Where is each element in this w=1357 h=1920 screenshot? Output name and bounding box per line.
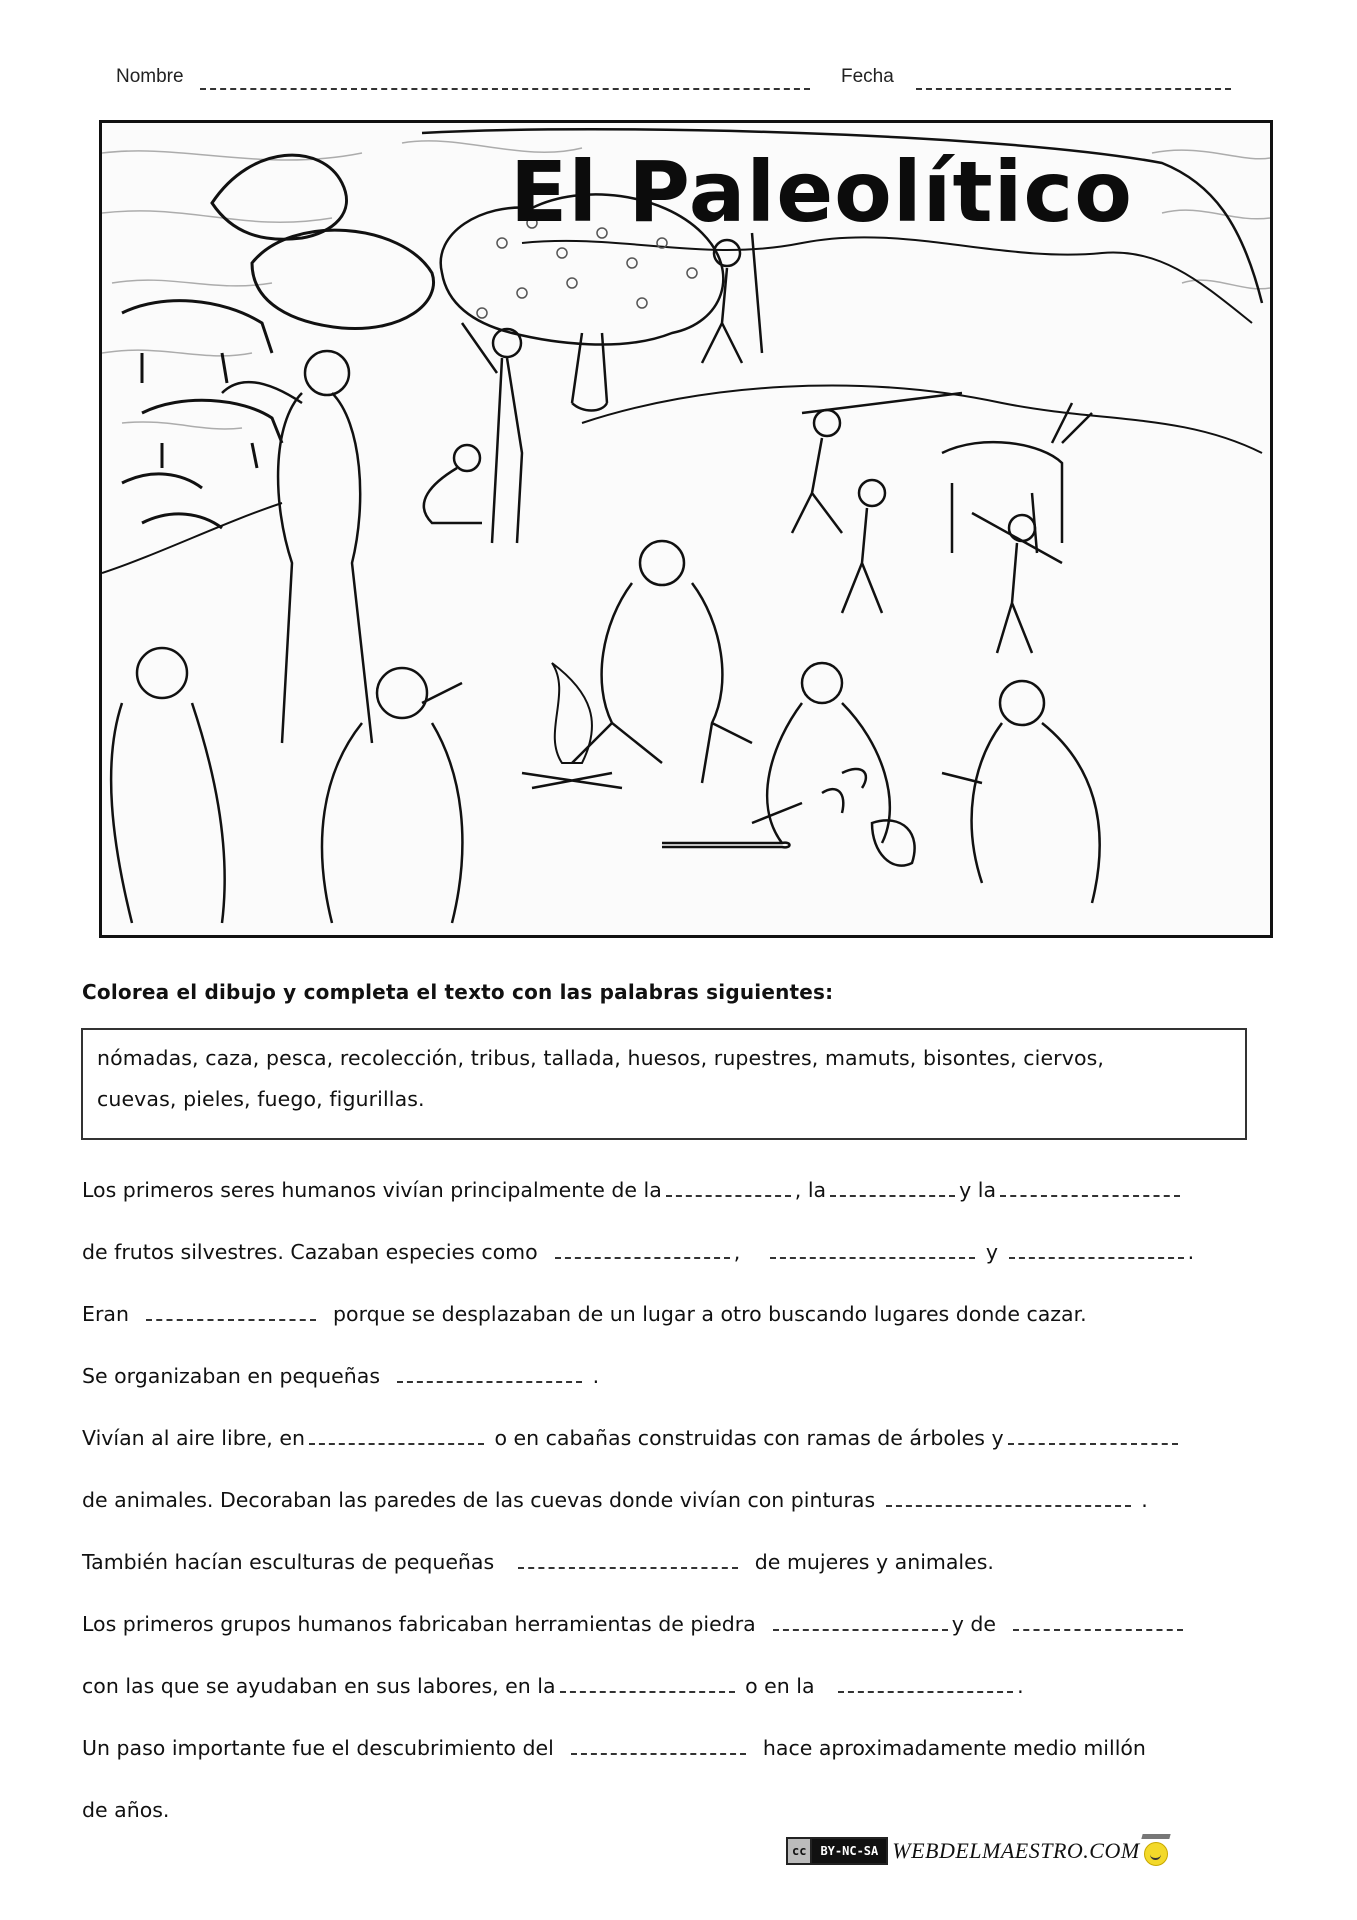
name-label: Nombre bbox=[116, 66, 184, 87]
name-field[interactable] bbox=[200, 88, 810, 90]
blank-tribus[interactable] bbox=[397, 1361, 582, 1383]
blank-huesos[interactable] bbox=[1013, 1609, 1183, 1631]
license-type: BY-NC-SA bbox=[820, 1844, 879, 1858]
date-field[interactable] bbox=[916, 88, 1231, 90]
date-label: Fecha bbox=[841, 66, 894, 87]
blank-pesca-2[interactable] bbox=[838, 1671, 1013, 1693]
cc-icon: cc bbox=[788, 1839, 812, 1863]
instruction-text: Colorea el dibujo y completa el texto con las palabras siguientes: bbox=[82, 980, 834, 1004]
line-text: de frutos silvestres. Cazaban especies como bbox=[82, 1240, 538, 1264]
license-footer bbox=[786, 1838, 1168, 1864]
line-text: o en cabañas construidas con ramas de árboles y bbox=[494, 1426, 1004, 1450]
word-bank-line-1: nómadas, caza, pesca, recolección, tribus, tallada, huesos, rupestres, mamuts, bisontes, ciervos, bbox=[97, 1046, 1104, 1070]
line-text: Vivían al aire libre, en bbox=[82, 1426, 305, 1450]
student-header bbox=[116, 66, 1236, 96]
line-text: . bbox=[1017, 1674, 1024, 1698]
exercise-line-5 bbox=[82, 1421, 1182, 1455]
cc-license-badge[interactable] bbox=[786, 1837, 888, 1865]
line-text: . bbox=[1141, 1488, 1148, 1512]
line-text: . bbox=[592, 1364, 600, 1388]
exercise-line-10 bbox=[82, 1731, 1146, 1765]
line-text: , bbox=[733, 1240, 741, 1264]
line-text: , la bbox=[794, 1178, 827, 1202]
blank-fuego[interactable] bbox=[571, 1733, 746, 1755]
blank-animal-2[interactable] bbox=[770, 1237, 975, 1259]
line-text: Los primeros seres humanos vivían principalmente de la bbox=[82, 1178, 662, 1202]
blank-recoleccion[interactable] bbox=[1000, 1175, 1180, 1197]
blank-animal-3[interactable] bbox=[1009, 1237, 1184, 1259]
blank-animal-1[interactable] bbox=[555, 1237, 730, 1259]
line-text: con las que se ayudaban en sus labores, en la bbox=[82, 1674, 556, 1698]
blank-caza[interactable] bbox=[666, 1175, 791, 1197]
exercise-line-3 bbox=[82, 1297, 1087, 1331]
line-text: Los primeros grupos humanos fabricaban herramientas de piedra bbox=[82, 1612, 756, 1636]
line-text: . bbox=[1187, 1240, 1195, 1264]
blank-rupestres[interactable] bbox=[886, 1485, 1131, 1507]
exercise-line-9 bbox=[82, 1669, 1024, 1703]
line-text: y la bbox=[959, 1178, 996, 1202]
line-text: y bbox=[985, 1240, 999, 1264]
exercise-line-7 bbox=[82, 1545, 994, 1579]
blank-pesca[interactable] bbox=[830, 1175, 955, 1197]
line-text: hace aproximadamente medio millón bbox=[762, 1736, 1146, 1760]
line-text: Un paso importante fue el descubrimiento del bbox=[82, 1736, 554, 1760]
line-text: de mujeres y animales. bbox=[754, 1550, 994, 1574]
exercise-line-6 bbox=[82, 1483, 1148, 1517]
blank-cuevas[interactable] bbox=[309, 1423, 484, 1445]
paleolithic-illustration bbox=[99, 120, 1273, 938]
blank-caza-2[interactable] bbox=[560, 1671, 735, 1693]
blank-figurillas[interactable] bbox=[518, 1547, 738, 1569]
line-text: Se organizaban en pequeñas bbox=[82, 1364, 381, 1388]
blank-pieles[interactable] bbox=[1008, 1423, 1178, 1445]
line-text: y de bbox=[951, 1612, 997, 1636]
line-text: de años. bbox=[82, 1798, 170, 1822]
exercise-line-4 bbox=[82, 1359, 599, 1393]
word-bank-box bbox=[81, 1028, 1247, 1140]
exercise-line-8 bbox=[82, 1607, 1187, 1641]
line-text: También hacían esculturas de pequeñas bbox=[82, 1550, 495, 1574]
blank-tallada[interactable] bbox=[773, 1609, 948, 1631]
line-text: de animales. Decoraban las paredes de las cuevas donde vivían con pinturas bbox=[82, 1488, 876, 1512]
illustration-drawing bbox=[102, 123, 1270, 935]
line-text: Eran bbox=[82, 1302, 129, 1326]
exercise-line-2 bbox=[82, 1235, 1194, 1269]
exercise-line-1 bbox=[82, 1173, 1184, 1207]
word-bank-line-2: cuevas, pieles, fuego, figurillas. bbox=[97, 1087, 425, 1111]
graduate-smiley-icon bbox=[1144, 1842, 1168, 1866]
site-name[interactable]: WEBDELMAESTRO.COM bbox=[892, 1838, 1140, 1863]
illustration-title: El Paleolítico bbox=[510, 143, 1133, 241]
exercise-line-11 bbox=[82, 1793, 169, 1827]
line-text: porque se desplazaban de un lugar a otro buscando lugares donde cazar. bbox=[333, 1302, 1087, 1326]
blank-nomadas[interactable] bbox=[146, 1299, 316, 1321]
line-text: o en la bbox=[745, 1674, 815, 1698]
